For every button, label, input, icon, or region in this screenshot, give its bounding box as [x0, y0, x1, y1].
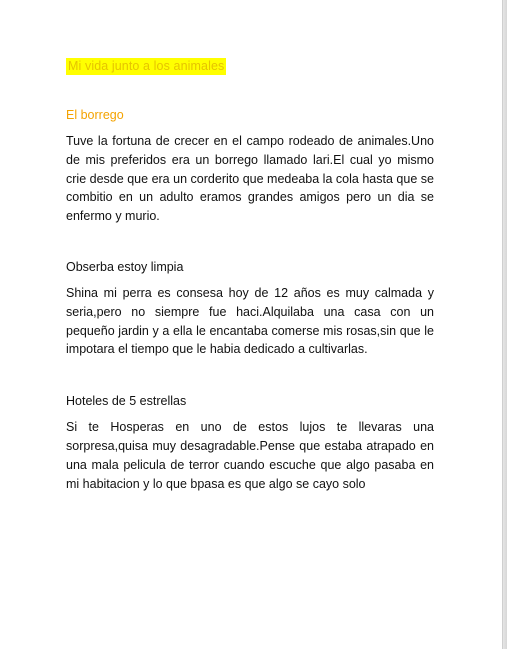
section-text-hoteles[interactable]: Si te Hosperas en uno de estos lujos te llevaras una sorpresa,quisa muy desagradable.Pense que estaba atrapado en una mala pelicula de terror cuando escuche que algo pasaba en mi habitacion y lo que bpasa es que algo se cayo solo: [66, 420, 434, 491]
section-heading-hoteles[interactable]: Hoteles de 5 estrellas: [66, 394, 187, 409]
page-shadow-edge: [502, 0, 507, 649]
section-text-el-borrego[interactable]: Tuve la fortuna de crecer en el campo rodeado de animales.Uno de mis preferidos era un borrego llamado lari.El cual yo mismo crie desde que era un corderito que medeaba la cola hasta que se combitio en un adulto eramos grandes amigos pero un dia se enfermo y murio.: [66, 134, 434, 224]
paragraph-spacing: [66, 226, 434, 259]
document-title[interactable]: Mi vida junto a los animales: [68, 59, 225, 73]
document-body: [66, 57, 434, 493]
section-text-obserba[interactable]: Shina mi perra es consesa hoy de 12 años es muy calmada y seria,pero no siempre fue haci.Alquilaba una casa con un pequeño jardin y a ella le encantaba comerse mis rosas,sin que le impotara el tiempo que le habia dedicado a cultivarlas.: [66, 285, 434, 357]
paragraph-spacing: [66, 359, 434, 393]
section-heading-obserba[interactable]: Obserba estoy limpia: [66, 259, 184, 274]
section-heading-el-borrego[interactable]: El borrego: [66, 108, 124, 122]
